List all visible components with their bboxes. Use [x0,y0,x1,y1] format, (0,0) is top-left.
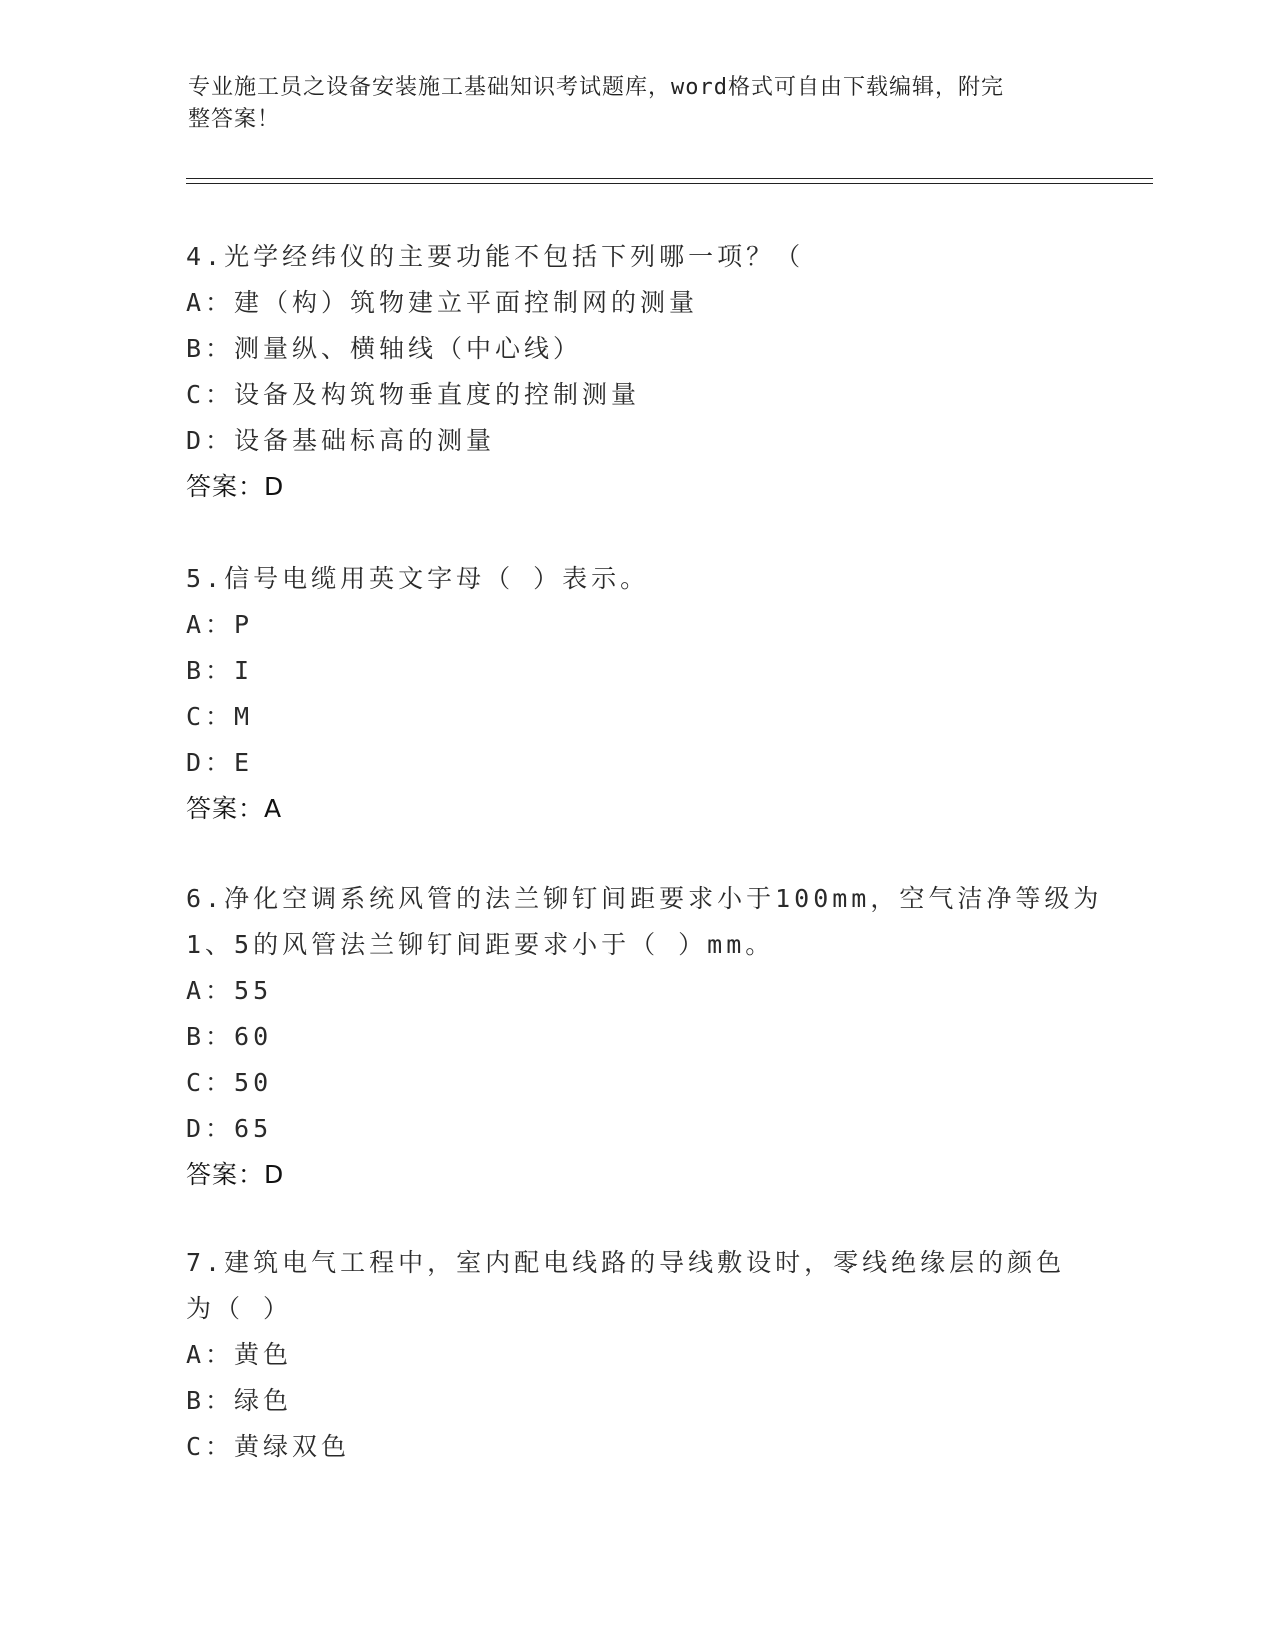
question-stem-line: 6.净化空调系统风管的法兰铆钉间距要求小于100mm，空气洁净等级为 [186,884,1103,913]
question-stem-line: 5.信号电缆用英文字母（ ）表示。 [186,564,650,593]
question-stem [186,876,1103,968]
question-stem-line: 7.建筑电气工程中，室内配电线路的导线敷设时，零线绝缘层的颜色 [186,1248,1066,1277]
option-b: B：测量纵、横轴线（中心线） [186,334,583,363]
question-stem [186,1240,1086,1332]
header-divider-bottom [186,183,1153,184]
question-6 [186,876,1103,1198]
option-c: C：黄绿双色 [186,1432,351,1461]
question-stem-line: 1、5的风管法兰铆钉间距要求小于（ ）mm。 [186,930,775,959]
option-d: D：65 [186,1114,273,1143]
question-stem-line: 为（ ） [186,1294,293,1323]
option-b: B：I [186,656,254,685]
question-4 [186,234,1086,510]
header-line-1: 专业施工员之设备安装施工基础知识考试题库，word格式可自由下载编辑，附完 [188,75,1004,100]
option-c: C：50 [186,1068,273,1097]
document-header [188,72,1088,136]
option-a: A：黄色 [186,1340,293,1369]
question-5 [186,556,1086,832]
question-stem [186,234,1086,280]
option-b: B：绿色 [186,1386,293,1415]
option-c: C：M [186,702,254,731]
option-b: B：60 [186,1022,273,1051]
question-7 [186,1240,1086,1470]
answer-line: 答案：A [186,794,283,823]
question-stem [186,556,1086,602]
option-a: A：P [186,610,254,639]
option-a: A：建（构）筑物建立平面控制网的测量 [186,288,699,317]
option-d: D：设备基础标高的测量 [186,426,496,455]
option-a: A：55 [186,976,273,1005]
answer-line: 答案：D [186,1160,285,1189]
answer-line: 答案：D [186,472,285,501]
option-d: D：E [186,748,254,777]
question-stem-line: 4.光学经纬仪的主要功能不包括下列哪一项？（ [186,242,805,271]
header-divider-top [186,178,1153,179]
header-line-2: 整答案！ [188,107,281,132]
option-c: C：设备及构筑物垂直度的控制测量 [186,380,641,409]
